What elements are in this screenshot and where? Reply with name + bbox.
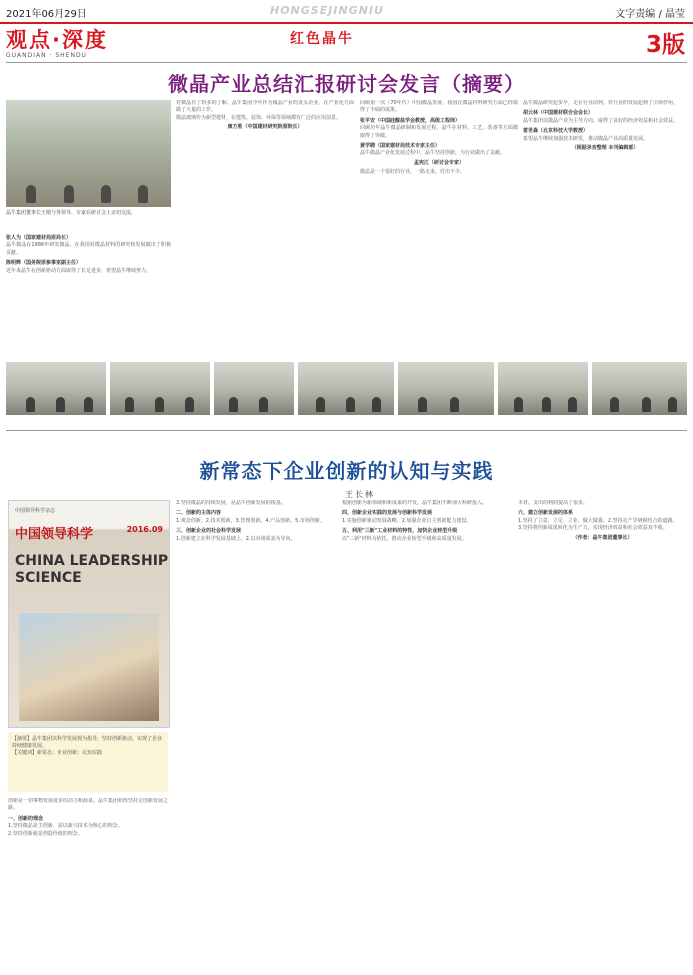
- abstract-box: [8, 732, 168, 792]
- paragraph: 1.创新建立在科学发展基础上。2.以市场需求为导向。: [176, 535, 296, 542]
- strip-photo-1: [6, 362, 106, 415]
- magazine-cover: [8, 500, 170, 728]
- masthead-pinyin: HONGSEJINGNIU: [270, 4, 384, 17]
- paragraph: 以"三新"材料为依托，推动企业转型升级和高质量发展。: [342, 535, 467, 542]
- section-title: 观点·深度: [6, 28, 108, 52]
- paragraph: 2.坚持创新就是创造价值的理念。: [8, 830, 83, 837]
- signature-line: 孟宪江（研讨会专家）: [413, 159, 464, 166]
- paragraph: 微晶是一个很好的行业，一路走来，付出不少。: [360, 169, 466, 176]
- article1-column-3: [360, 100, 518, 355]
- paper-name: 红色晶牛: [290, 31, 354, 47]
- speaker-heading: 雷世森（北京科技大学教授）: [523, 128, 589, 135]
- paragraph: 3.坚持将创新成果转化为生产力，实现经济效益和社会效益双丰收。: [518, 525, 668, 532]
- paragraph: 1.坚持微晶是主创新，是以新兴技术为核心的理念。: [8, 823, 123, 830]
- speaker-heading: 胡云林（中国建材联合会会长）: [523, 110, 594, 117]
- magazine-cover-image: [19, 613, 159, 721]
- header-divider: [6, 62, 687, 63]
- paragraph: 回顾第一次（70年代）中国微晶发展，我国在微晶材料研究方面已经取得了丰硕的成果。: [360, 100, 518, 114]
- magazine-title-en: CHINA LEADERSHIP SCIENCE: [15, 553, 169, 586]
- signature-line: （根据录音整理 本刊编辑部）: [571, 145, 639, 152]
- paragraph: 3.坚持微晶的持续发展，是晶牛创新发展的根基。: [176, 500, 286, 506]
- paragraph: 1.坚持了立意、立足、立业，做大做强。2.坚持走产学研相结合的道路。: [518, 517, 678, 524]
- strip-photo-3: [214, 362, 294, 415]
- paragraph: 微晶玻璃作为新型建材，在建筑、装饰、环保等领域都有广泛的应用前景。: [176, 114, 342, 121]
- speaker-heading: 陈明辉（国务院原参事室副主任）: [6, 260, 82, 267]
- section-pinyin: GUANDIAN · SHENDU: [6, 52, 87, 59]
- paragraph: 回顾历年晶牛微晶研制和发展过程，晶牛在材料、工艺、装备等方面都取得了突破。: [360, 125, 518, 139]
- paragraph: 1.实施创新驱动发展战略。2.加强企业自主创新能力建设。: [342, 517, 472, 524]
- paragraph: 晶牛微晶产业化发展过程中，晶牛坚持创新，为行业做出了贡献。: [360, 150, 506, 157]
- speaker-heading: 六、建立创新发展的体系: [518, 510, 574, 517]
- mid-divider: [6, 430, 687, 431]
- article1-column-2: [176, 100, 354, 355]
- article2-column-1: [8, 798, 168, 966]
- editor-credit: 文字责编 / 晶莹: [615, 9, 685, 20]
- speaker-heading: 三、创新企业的社会科学发展: [176, 528, 242, 535]
- magazine-issue: 2016.09: [126, 525, 163, 534]
- article2-column-3: [342, 500, 512, 966]
- paragraph: 晶牛微晶在1986年研发微晶，在我国对微晶材料的研究和发展做出了积极贡献。: [6, 242, 171, 256]
- article2-title: 新常态下企业创新的认知与实践: [199, 459, 494, 483]
- article1-column-4: [523, 100, 687, 355]
- article2-column-4: [518, 500, 687, 966]
- article1-title: 微晶产业总结汇报研讨会发言（摘要）: [168, 72, 525, 96]
- edition-number: 3版: [645, 32, 685, 58]
- strip-photo-6: [498, 362, 588, 415]
- speaker-heading: 二、创新的主体内容: [176, 510, 222, 517]
- strip-photo-5: [398, 362, 494, 415]
- paragraph: 根据创新为新领域和新成果的开发，晶牛集团不断加大科研投入。: [342, 500, 488, 506]
- magazine-title-cn: 中国领导科学: [15, 527, 94, 542]
- paragraph: 1.观念创新。2.技术创新。3.管理创新。4.产品创新。5.市场创新。: [176, 517, 325, 524]
- strip-photo-7: [592, 362, 687, 415]
- top-bar: [0, 0, 693, 22]
- photo-caption: 晶牛集团董事长王刚与各领导、专家在研讨会上亲切交流。: [6, 210, 137, 216]
- magazine-top-line: 中国领导科学杂志: [15, 508, 56, 514]
- speaker-heading: 一、创新的理念: [8, 815, 44, 822]
- speaker-heading: 张平安（中国硅酸盐学会教授，高级工程师）: [360, 117, 461, 124]
- section-header: [6, 24, 166, 64]
- paragraph: 希望晶牛继续加强技术研发，推动微晶产业高质量发展。: [523, 135, 649, 142]
- paragraph: 创新是一切事物发展进步的动力和源泉。晶牛集团始终坚持走创新发展之路。: [8, 798, 168, 812]
- signature-line: （作者：晶牛集团董事长）: [572, 534, 633, 541]
- issue-date: 2021年06月29日: [6, 9, 87, 20]
- article2-column-2: [176, 500, 336, 966]
- meeting-photo: [6, 100, 171, 207]
- speaker-heading: 四、创新企业实践的发展与创新科学发展: [342, 510, 433, 517]
- keywords-text: 【关键词】新常态；企业创新；认知实践: [12, 750, 103, 756]
- paragraph: 晶牛微晶研究起步早，走在行业前列，对行业的发展起到了引领作用。: [523, 100, 679, 106]
- signature-line: 康方胜（中国建材研究院原院长）: [227, 124, 303, 131]
- paragraph: 对微晶有了较多的了解。晶牛集团今年作为微晶产业的龙头企业，在产业化方面做了大量的工作。: [176, 100, 354, 114]
- strip-photo-4: [298, 362, 394, 415]
- abstract-text: 【摘要】晶牛集团以科学发展观为指导，坚持创新驱动，实现了企业持续健康发展。: [12, 736, 163, 749]
- article1-column-1: [6, 232, 171, 354]
- speaker-heading: 五、利用"三新"工业材料的特性，加快企业转型升级: [342, 528, 458, 535]
- speaker-heading: 张人为（国家建材局原局长）: [6, 235, 72, 241]
- speaker-heading: 黄学聘（国家建材局技术专家主任）: [360, 143, 441, 150]
- paragraph: 近年来晶牛在创新驱动方面取得了长足进步，希望晶牛继续努力。: [6, 267, 152, 274]
- article2-author: 王长林: [345, 490, 375, 499]
- paragraph: 木材、支出的利润提高了很多。: [518, 500, 589, 506]
- paragraph: 晶牛集团以微晶产业为主导方向，取得了良好的经济效益和社会效益。: [523, 117, 679, 124]
- strip-photo-2: [110, 362, 210, 415]
